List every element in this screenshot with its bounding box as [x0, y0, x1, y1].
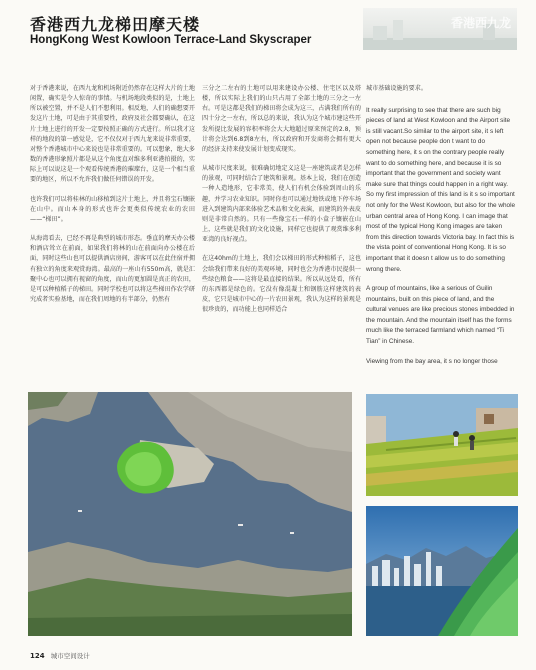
paragraph: It really surprising to see that there are such big pieces of land at West Kowloon and the Airport site is still vacant.So similar to the airport site, it s left open not because people don t want to do something here, it s on the contrary people really want to do something here, and because it is so important that the government and society want make sure that things could happen in a right way. So my first impression of this land is it s so important not only for the West Kowloon, but also for the whole urban central area of Hong Kong. I can image that most of the typical Hong Kong images are taken from this direction towards Victoria bay. In fact this is the vista point of conventional Hong Kong. It is so important that it doesn t allow us to do something wrong there. [366, 106, 516, 273]
page-title-chinese: 香港西九龙梯田摩天楼 [30, 15, 201, 34]
rice-terrace-photo [366, 394, 518, 496]
header-decorative-photo [363, 8, 517, 50]
paragraph: 在这40hm的土地上，我们会以梯田的形式种植稻子，这也会给我们带来良好的美观环境，同时也会为香港市民提供一些绿色粮食——这将是最直接的结果。所以从远处看，所有的东西都是绿色的。它没有像混凝土和钢筋这样建筑的表皮，它只是城市中心的一片农田景观，我认为这样的景观是很珍贵的，而功能上也同样适合 [202, 255, 361, 314]
aerial-map-graphic [28, 392, 352, 636]
section-label: 城市空间设计 [50, 652, 90, 660]
paragraph: 从城市尺度来说，很难确切地定义这是一座建筑或者是怎样的景观，可同时结合了建筑和景观。基本上说，我们在创造一种人造地形，它非常美，使人们有机会体验到周山的乐趣，并学习农业知识。同时你也可以通过地铁或地下停车场进入到建筑内部来体验艺术品和文化表演，而建筑的外表皮则是非常自然的。只有一些像宝石一样的小盒子镶嵌在山上，这些就是我们的文化设施，同样它也提供了观赏维多利亚湾的良好视点。 [202, 165, 361, 244]
text-column-chinese-1 [30, 84, 195, 314]
page-title-english: HongKong West Kowloon Terrace-Land Skyscraper [30, 34, 312, 46]
paragraph: 城市基础设施的要求。 [366, 85, 427, 92]
paragraph: 也许我们可以将桂林的山移植到这片土地上，并且将宝石镶嵌在山中。而山本身的形式也许会更类似传统农业的农田——“梯田”。 [30, 195, 195, 223]
skyline-rendering-photo [366, 506, 518, 636]
text-column-chinese-2 [202, 84, 361, 324]
page-footer [30, 651, 90, 660]
aerial-site-photo [28, 392, 352, 636]
text-column-english [366, 84, 516, 376]
skyline-graphic [366, 506, 518, 636]
paragraph: Viewing from the bay area, it s no longer those [366, 357, 498, 365]
page-number: 124 [30, 652, 45, 660]
paragraph: 对于香港来说，在西九龙和机场附近仍然存在这样大片的土地闲置，确实是令人惊奇的事情。与机场地段类似的是，土地上所以被空置，并不是人们不想利用。相反地，人们的确想要开发这片土地，可是由于其重要性，政府及社会都要确认，在这片土地上进行的开发一定要按照正确的方式进行。所以我才这样的地段的第一感觉是，它不仅仅对于西九龙来说非常重要，对整个香港城市中心来说也是非常重要的。可以想象，绝大多数的香港形象照片都是从这个角度直对维多利亚港拍摄的，实际上可以说这是一个观看传统香港的璀璨台，这是一个相当重要的地区，所以不允许我们做任何错误的开发。 [30, 85, 195, 184]
paragraph: 从海湾看去，已经不再是典型的城市形态。垂直的摩天办公楼和酒店耸立在前面，如果我们将林的山在前面向办公楼在后面，同时这些山也可以提供酒店房间，游客可以在此住宿并拥有独立的角度来观赏海湾。最高的一座山有550m高，就是汇聚中心也可以拥有视窗的角度，而山的更加圆是真正的农田，是可以种植稻子的梯田。同时学校也可以将这些梯田作农学研究成者实验基地，而在我们周地的有半部分，仍然有 [30, 235, 195, 303]
rice-terrace-graphic [366, 394, 518, 496]
header-photo-label: 香港西九龙 [450, 16, 511, 30]
paragraph: 三分之二左右的土地可以用来建设办公楼、住宅区以及塔楼，所以实际上我们的山只占用了全部土地的三分之一左右。可是这都是我们的梯田将会成为这三，占满我们所有的四十分之一左右，所以总的来说，我认为这个城市建这些开发所提比发展的容积率将会大大地超过原来预定的2.8，预计将会达到6.8到8左右，所以政府和开发商将会拥有更大的经济支持来使发展计划变成现实。 [202, 85, 361, 153]
paragraph: A group of mountains, like a serious of Guilin mountains, built on this piece of land, and the cultural venues are like precious stones imbedded in the mountain. And the mountain itself has the forms much like the terraced farmland which named “Ti Tian” in Chinese. [366, 285, 515, 346]
